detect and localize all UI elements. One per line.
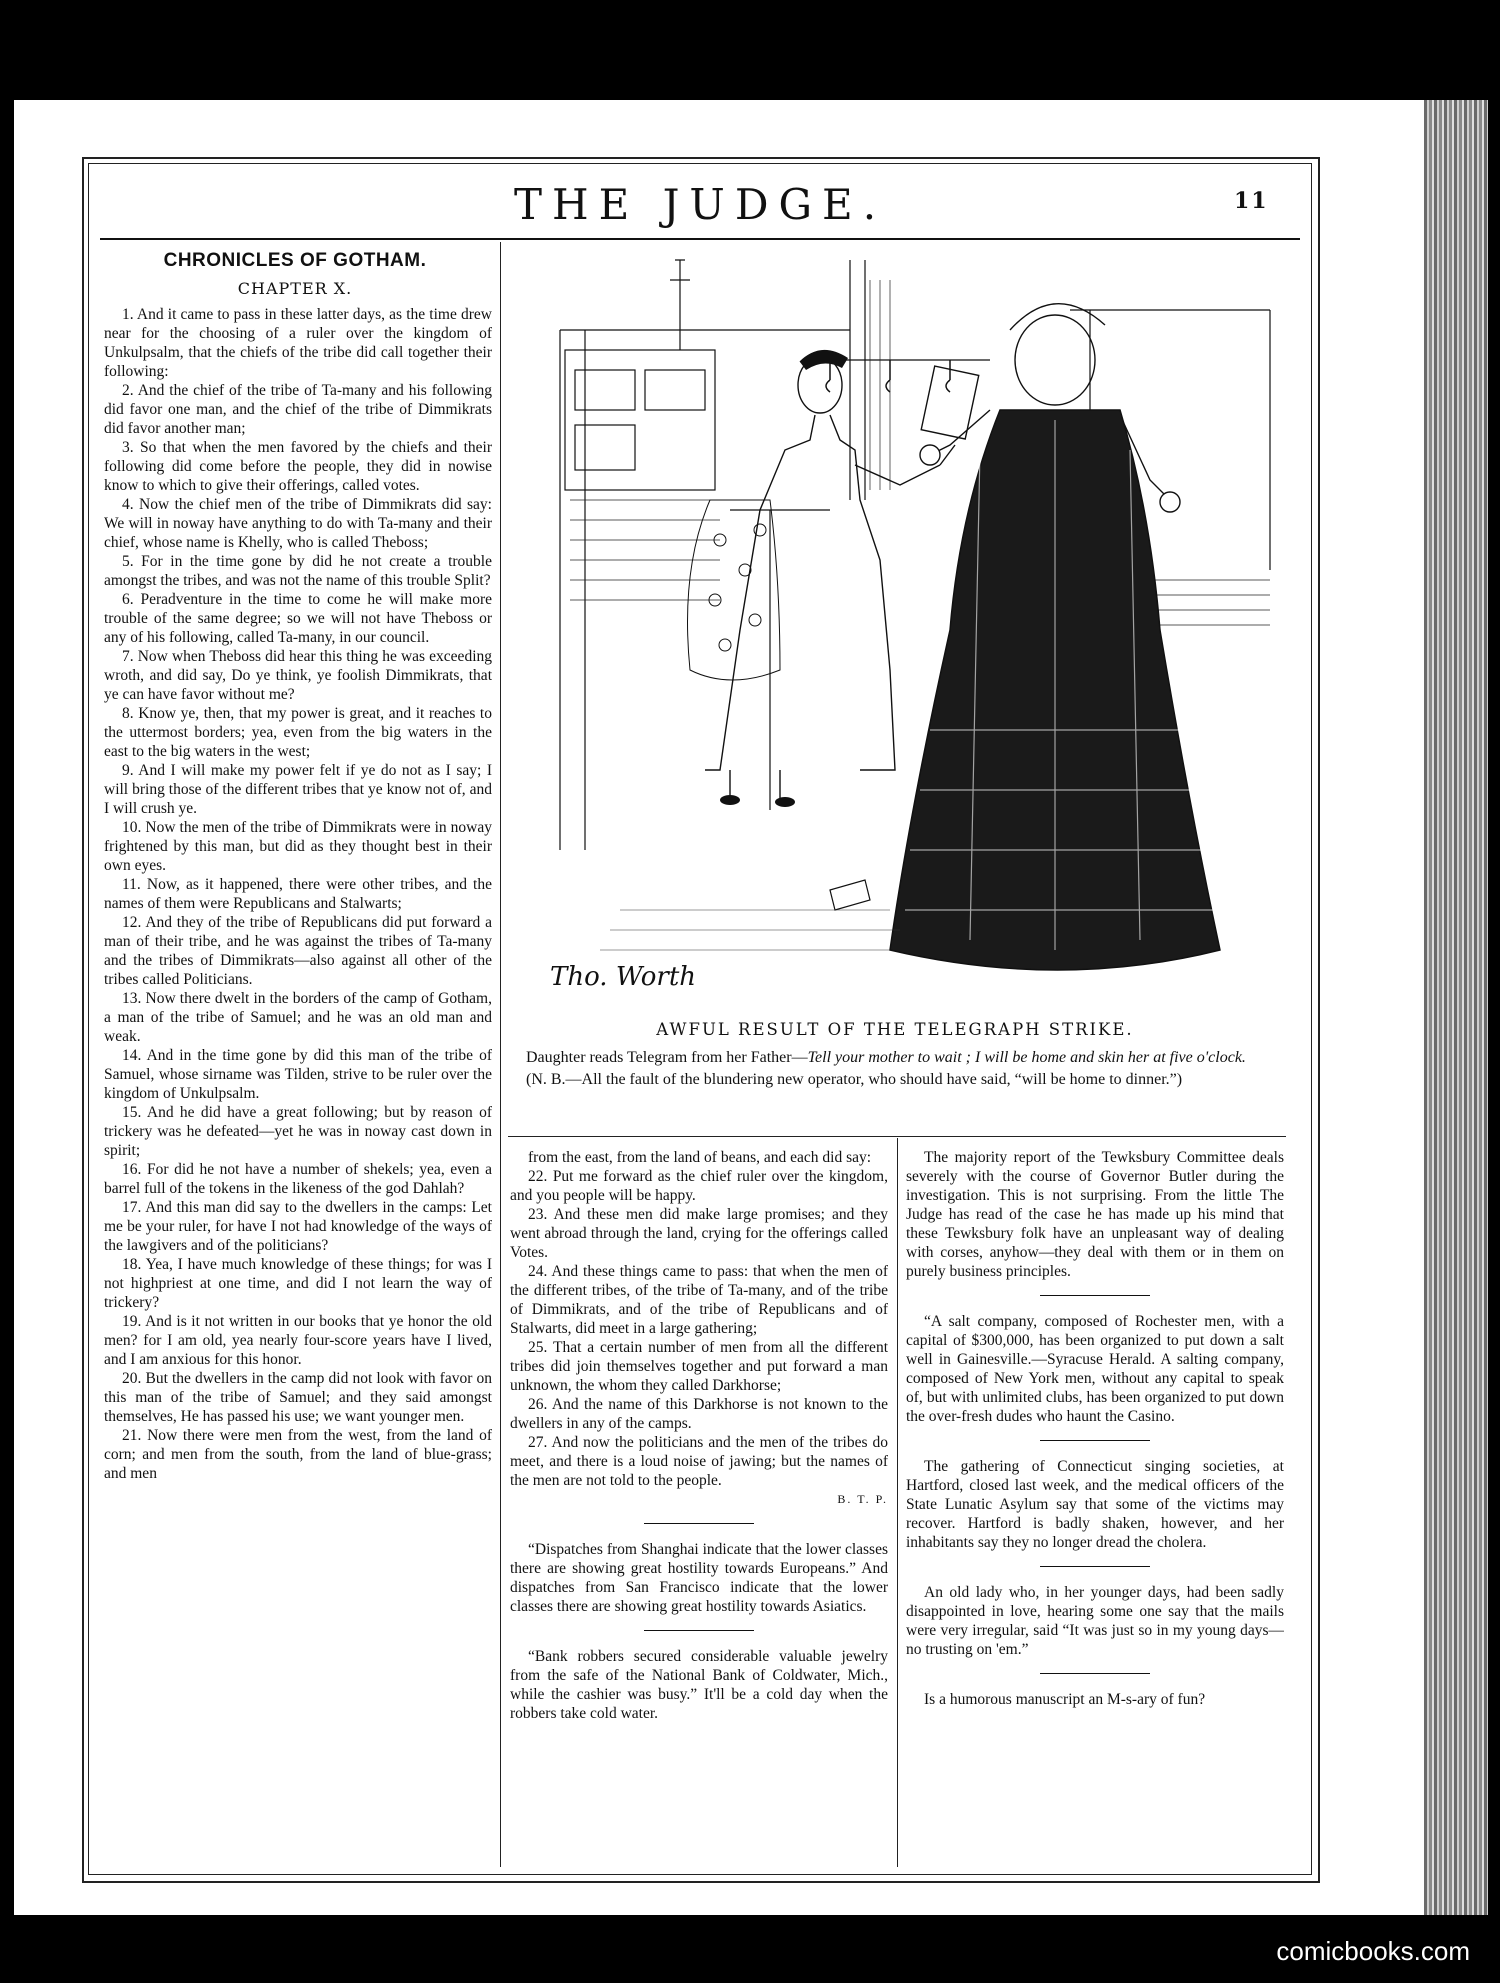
chronicles-column	[104, 305, 492, 1865]
section-divider	[644, 1630, 754, 1631]
author-signature: B. T. P.	[837, 1492, 888, 1506]
chronicles-paragraph: 27. And now the politicians and the men of the tribes do meet, and there is a loud noise of jawing; but the names of the men are not told to the people.	[510, 1434, 888, 1489]
column-rule-right	[897, 1138, 898, 1867]
chronicles-paragraph: 18. Yea, I have much knowledge of these things; for was I not highpriest at one time, and did I not learn the way of trickery?	[104, 1256, 492, 1311]
column-rule-left	[500, 242, 501, 1867]
news-item: “Bank robbers secured considerable valuable jewelry from the safe of the National Bank of Coldwater, Mich., while the cashier was busy.” It'll be a cold day when the robbers take cold water.	[510, 1648, 888, 1722]
chronicles-paragraph: 25. That a certain number of men from all the different tribes did join themselves together and put forward a man unknown, the whom they called Darkhorse;	[510, 1339, 888, 1394]
chronicles-paragraph: 16. For did he not have a number of shekels; yea, even a barrel full of the tokens in the likeness of the god Dahlah?	[104, 1161, 492, 1197]
caption-italic: Tell your mother to wait ; I will be home and skin her at five o'clock.	[807, 1049, 1246, 1066]
section-divider	[1040, 1440, 1150, 1441]
news-item: The majority report of the Tewksbury Committee deals severely with the course of Governor Butler during the investigation. This is not surprising. From the little The Judge has read of the case he has made up his mind that these Tewksbury folk have an unpleasant way of dealing with corses, anyhow—they deal with them or in them on purely business principles.	[906, 1149, 1284, 1280]
section-divider	[1040, 1295, 1150, 1296]
illustration-caption	[510, 1048, 1280, 1092]
illustration-title: AWFUL RESULT OF THE TELEGRAPH STRIKE.	[656, 1020, 1134, 1039]
right-column	[906, 1148, 1284, 1868]
artist-signature: Tho. Worth	[550, 962, 697, 992]
chronicles-paragraph: 6. Peradventure in the time to come he will make more trouble of the same degree; so we will not have Theboss or any of his following, called Ta-many, in our council.	[104, 591, 492, 646]
news-item: “A salt company, composed of Rochester men, with a capital of $300,000, has been organized to put down a salt well in Gainesville.—Syracuse Herald. A salting company, composed of New York men, without any capital to speak of, but with unlimited clubs, has been organized to put down the over-fresh dudes who haunt the Casino.	[906, 1313, 1284, 1425]
header-rule	[100, 238, 1300, 240]
chronicles-paragraph: 19. And is it not written in our books that ye honor the old men? for I am old, yea nearly four-score years have I lived, and I am anxious for this honor.	[104, 1313, 492, 1368]
chronicles-paragraph: 7. Now when Theboss did hear this thing he was exceeding wroth, and did say, Do ye think, ye foolish Dimmikrats, that ye can have favor without me?	[104, 648, 492, 703]
masthead: THE JUDGE.	[513, 180, 887, 229]
section-divider	[644, 1523, 754, 1524]
page-number: 11	[1234, 188, 1269, 214]
caption-rule	[508, 1136, 1286, 1137]
chronicles-paragraph: 5. For in the time gone by did he not create a trouble amongst the tribes, and was not the name of this trouble Split?	[104, 553, 492, 589]
chronicles-paragraph: 21. Now there were men from the west, from the land of corn; and men from the south, from the land of blue-grass; and men	[104, 1427, 492, 1482]
chronicles-paragraph: 10. Now the men of the tribe of Dimmikrats were in noway frightened by this man, but did as they thought best in their own eyes.	[104, 819, 492, 874]
chapter-heading: CHAPTER X.	[237, 279, 353, 298]
news-item: The gathering of Connecticut singing societies, at Hartford, closed last week, and the medical officers of the State Lunatic Asylum say that some of the victims may recover. Hartford is badly shaken, however, and her inhabitants say they no longer dread the cholera.	[906, 1458, 1284, 1551]
news-item: An old lady who, in her younger days, had been sadly disappointed in love, hearing some one say that the mails were very irregular, said “It was just so in my young days—no trusting on 'em.”	[906, 1584, 1284, 1658]
chronicles-paragraph: 17. And this man did say to the dwellers in the camps: Let me be your ruler, for have I not had knowledge of the ways of the lawgivers and of the politicians?	[104, 1199, 492, 1254]
chronicles-paragraph: 20. But the dwellers in the camp did not look with favor on this man of the tribe of Samuel; and they said amongst themselves, He has passed his use; we want younger men.	[104, 1370, 492, 1425]
chronicles-paragraph: 11. Now, as it happened, there were other tribes, and the names of them were Republicans and Stalwarts;	[104, 876, 492, 912]
chronicles-paragraph: 3. So that when the men favored by the chiefs and their following did come before the people, they did in nowise know to which to give their offerings, called votes.	[104, 439, 492, 494]
telegraph-strike-illustration	[530, 250, 1272, 1020]
chronicles-paragraph: from the east, from the land of beans, and each did say:	[528, 1149, 872, 1166]
caption-note: (N. B.—All the fault of the blundering new operator, who should have said, “will be home to dinner.”)	[526, 1071, 1183, 1088]
chronicles-paragraph: 23. And these men did make large promises; and they went abroad through the land, crying for the offerings called Votes.	[510, 1206, 888, 1261]
chronicles-paragraph: 24. And these things came to pass: that when the men of the different tribes, of the tribe of Ta-many, and of the tribe of Dimmikrats, and of the tribe of Republicans and of Stalwarts, did meet in a large gathering;	[510, 1263, 888, 1337]
chronicles-paragraph: 13. Now there dwelt in the borders of the camp of Gotham, a man of the tribe of Samuel; and he was an old man and weak.	[104, 990, 492, 1045]
watermark: comicbooks.com	[1276, 1936, 1470, 1966]
news-item: Is a humorous manuscript an M-s-ary of fun?	[924, 1691, 1206, 1708]
chronicles-paragraph: 26. And the name of this Darkhorse is not known to the dwellers in any of the camps.	[510, 1396, 888, 1432]
middle-column	[510, 1148, 888, 1868]
section-divider	[1040, 1566, 1150, 1567]
chronicles-paragraph: 22. Put me forward as the chief ruler over the kingdom, and you people will be happy.	[510, 1168, 888, 1204]
chronicles-paragraph: 12. And they of the tribe of Republicans did put forward a man of their tribe, and he was against the tribes of Ta-many and the tribes of Dimmikrats—also against all other of the tribes called Politicians.	[104, 914, 492, 988]
book-spine	[1424, 100, 1488, 1915]
chronicles-title: CHRONICLES OF GOTHAM.	[163, 250, 427, 271]
chronicles-paragraph: 14. And in the time gone by did this man of the tribe of Samuel, whose sirname was Tilden, strive to be ruler over the kingdom of Unkulpsalm.	[104, 1047, 492, 1102]
chronicles-paragraph: 15. And he did have a great following; but by reason of trickery was he defeated—yet he was in noway cast down in spirit;	[104, 1104, 492, 1159]
chronicles-paragraph: 4. Now the chief men of the tribe of Dimmikrats did say: We will in noway have anything to do with Ta-many and their chief, whose name is Khelly, who is called Theboss;	[104, 496, 492, 551]
chronicles-paragraph: 9. And I will make my power felt if ye do not as I say; I will bring those of the different tribes that ye know not of, and I will crush ye.	[104, 762, 492, 817]
news-item: “Dispatches from Shanghai indicate that the lower classes there are showing great hostility towards Europeans.” And dispatches from San Francisco indicate that the lower classes there are showing great hostility towards Asiatics.	[510, 1541, 888, 1615]
chronicles-paragraph: 8. Know ye, then, that my power is great, and it reaches to the uttermost borders; yea, even from the big waters in the east to the big waters in the west;	[104, 705, 492, 760]
section-divider	[1040, 1673, 1150, 1674]
caption-lead: Daughter reads Telegram from her Father—	[526, 1049, 808, 1066]
chronicles-paragraph: 1. And it came to pass in these latter days, as the time drew near for the choosing of a ruler over the kingdom of Unkulpsalm, that the chiefs of the tribe did call together their following:	[104, 306, 492, 380]
chronicles-paragraph: 2. And the chief of the tribe of Ta-many and his following did favor one man, and the chief of the tribe of Dimmikrats did favor another man;	[104, 382, 492, 437]
